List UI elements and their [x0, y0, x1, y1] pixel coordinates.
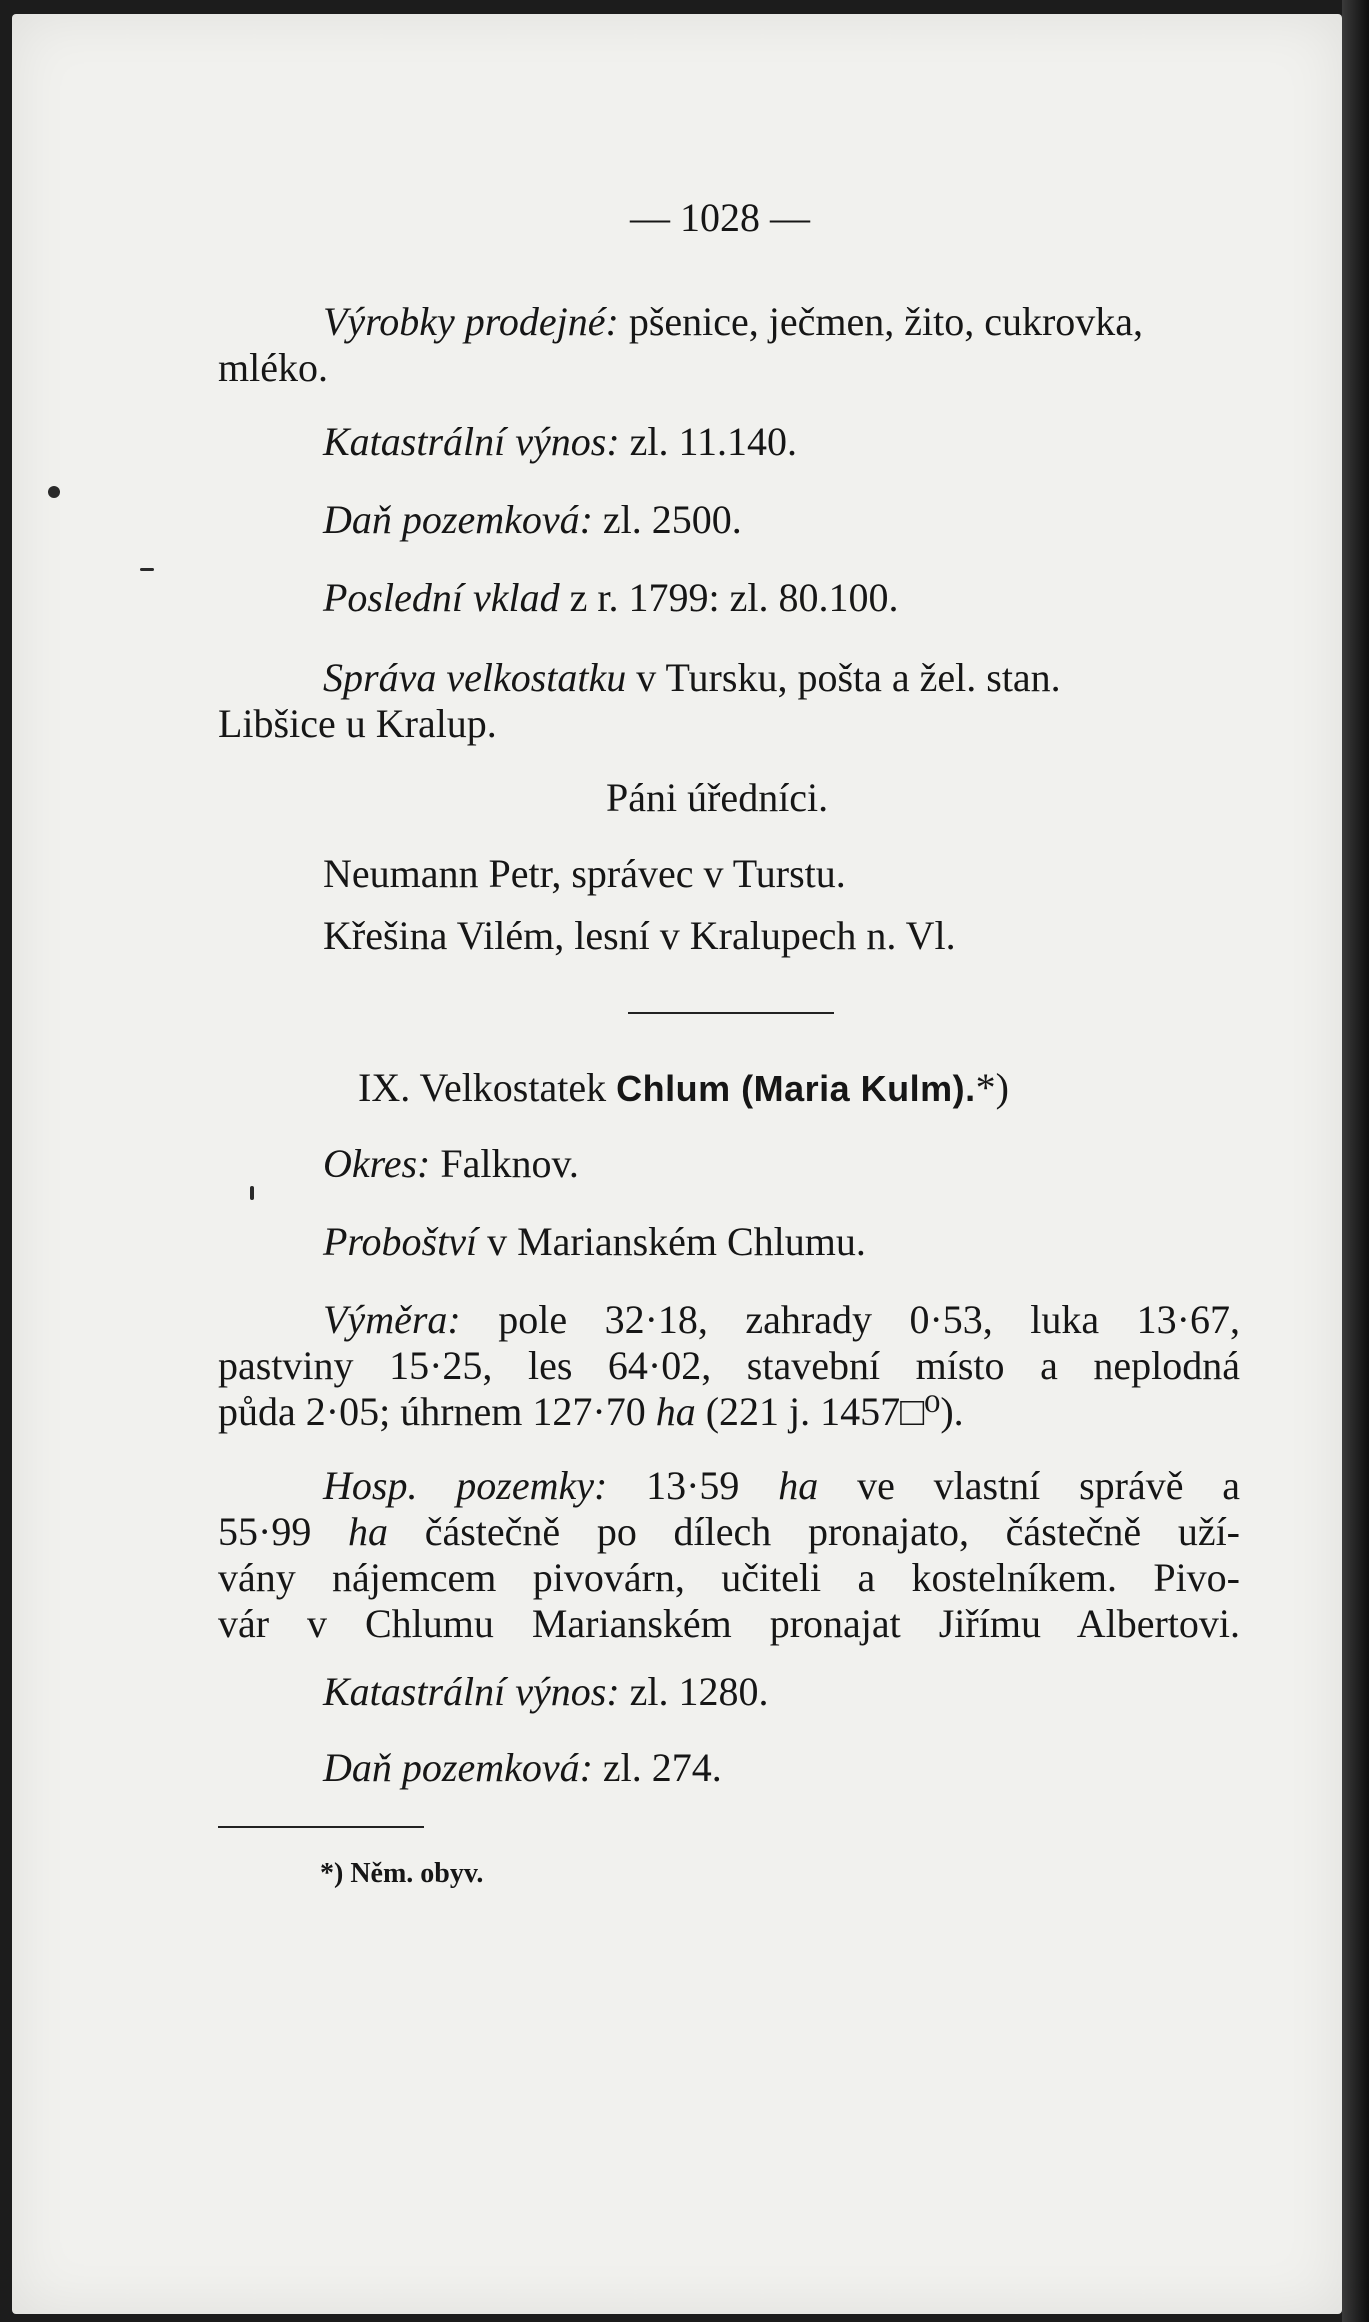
okres-line	[323, 1142, 579, 1186]
katastr-label: Katastrální výnos:	[323, 419, 620, 464]
vymera-text-3b: (221 j. 1457□⁰).	[705, 1389, 964, 1434]
vyrobky-label: Výrobky prodejné:	[323, 299, 619, 344]
hosp-unit-ha-2: ha	[348, 1509, 389, 1554]
dan-text-2: zl. 274.	[602, 1745, 722, 1790]
urednik-1: Neumann Petr, správec v Turstu.	[323, 851, 846, 896]
section-heading	[358, 1066, 1009, 1111]
urednik-2: Křešina Vilém, lesní v Kralupech n. Vl.	[323, 913, 956, 958]
scan-speck	[140, 568, 154, 571]
probostvi-line	[323, 1220, 866, 1264]
sprava-text: v Tursku, pošta a žel. stan.	[636, 655, 1061, 700]
hosp-line-1	[323, 1464, 1240, 1508]
probostvi-text: v Marianském Chlumu.	[487, 1219, 866, 1264]
sprava-label: Správa velkostatku	[323, 655, 627, 700]
vyrobky-line	[323, 300, 1240, 344]
hosp-unit-ha-1: ha	[778, 1463, 819, 1508]
hosp-line-2	[218, 1510, 1240, 1554]
vymera-line-2: pastviny 15·25, les 64·02, stavební místo a neplodná	[218, 1343, 1240, 1388]
katastr-label-2: Katastrální výnos:	[323, 1669, 620, 1714]
hosp-text-1b: ve vlastní správě a	[857, 1463, 1241, 1508]
scan-speck	[250, 1186, 254, 1200]
book-page	[12, 14, 1342, 2314]
scan-speck	[48, 486, 60, 498]
vymera-line-3	[218, 1390, 964, 1434]
okres-text: Falknov.	[440, 1141, 579, 1186]
vymera-line-1	[323, 1298, 1240, 1342]
vymera-label: Výměra:	[323, 1297, 461, 1342]
vklad-label: Poslední vklad	[323, 575, 560, 620]
katastr-line	[323, 420, 797, 464]
katastr-line-2	[323, 1670, 769, 1714]
section-divider	[628, 1012, 834, 1014]
dan-label-2: Daň pozemková:	[323, 1745, 593, 1790]
vymera-text-3a: půda 2·05; úhrnem 127·70	[218, 1389, 646, 1434]
hosp-line-3: vány nájemcem pivovárn, učiteli a kostelníkem. Pivo-	[218, 1555, 1240, 1600]
heading-bold: Chlum (Maria Kulm).	[616, 1068, 976, 1109]
sprava-line-2: Libšice u Kralup.	[218, 701, 497, 746]
dan-label: Daň pozemková:	[323, 497, 593, 542]
vymera-text-1: pole 32·18, zahrady 0·53, luka 13·67,	[498, 1297, 1240, 1342]
footnote: *) Něm. obyv.	[320, 1858, 484, 1889]
okres-label: Okres:	[323, 1141, 431, 1186]
vymera-unit-ha: ha	[655, 1389, 696, 1434]
heading-footnote-mark: *)	[975, 1065, 1009, 1110]
hosp-line-4: vár v Chlumu Marianském pronajat Jiřímu Albertovi.	[218, 1601, 1240, 1646]
vklad-line	[323, 576, 898, 620]
hosp-text-2b: částečně po dílech pronajato, částečně uží-	[424, 1509, 1241, 1554]
hosp-text-2a: 55·99	[218, 1509, 312, 1554]
page-edge-shadow	[1342, 0, 1369, 2322]
heading-prefix: IX. Velkostatek	[358, 1065, 607, 1110]
probostvi-label: Proboštví	[323, 1219, 478, 1264]
hosp-text-1a: 13·59	[646, 1463, 740, 1508]
dan-line	[323, 498, 742, 542]
katastr-text: zl. 11.140.	[629, 419, 798, 464]
vklad-text: zl. 80.100.	[729, 575, 899, 620]
dan-text: zl. 2500.	[602, 497, 742, 542]
vyrobky-line-2: mléko.	[218, 345, 328, 390]
page-number: — 1028 —	[630, 195, 810, 240]
hosp-label: Hosp. pozemky:	[323, 1463, 608, 1508]
vyrobky-text: pšenice, ječmen, žito, cukrovka,	[628, 299, 1144, 344]
footnote-rule	[218, 1826, 424, 1828]
katastr-text-2: zl. 1280.	[629, 1669, 769, 1714]
dan-line-2	[323, 1746, 722, 1790]
vklad-mid: z r. 1799:	[569, 575, 720, 620]
urednici-heading: Páni úředníci.	[606, 775, 829, 820]
sprava-line	[323, 656, 1240, 700]
